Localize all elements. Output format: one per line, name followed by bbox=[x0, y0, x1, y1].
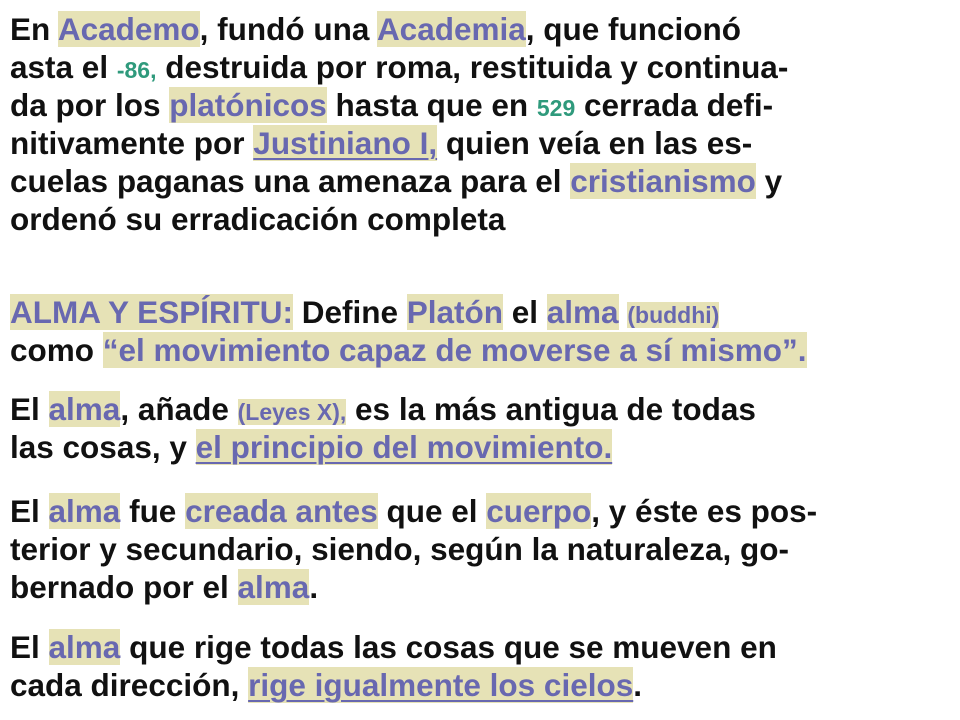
paragraph-2 bbox=[10, 293, 950, 369]
highlighted-text: creada antes bbox=[185, 493, 378, 529]
text-segment: que el bbox=[377, 493, 487, 529]
text-segment: El bbox=[10, 629, 49, 665]
highlighted-text: platónicos bbox=[169, 87, 327, 123]
highlighted-text: rige igualmente los cielos bbox=[248, 667, 634, 703]
highlighted-text: (buddhi) bbox=[627, 302, 720, 328]
highlighted-text: Academia bbox=[376, 11, 526, 47]
text-line bbox=[10, 666, 950, 704]
text-segment: , fundó una bbox=[199, 11, 377, 47]
text-segment: cerrada defi- bbox=[575, 87, 774, 123]
highlighted-text: “el movimiento capaz de moverse a sí mismo”. bbox=[102, 332, 807, 368]
text-segment: , añade bbox=[120, 391, 238, 427]
paragraph-3 bbox=[10, 390, 950, 466]
text-segment: ordenó su erradicación completa bbox=[10, 201, 506, 237]
highlighted-text: alma bbox=[48, 391, 121, 427]
text-segment: da por los bbox=[10, 87, 170, 123]
text-segment: y bbox=[755, 163, 783, 199]
text-line bbox=[10, 162, 950, 200]
text-line bbox=[10, 628, 950, 666]
text-segment: El bbox=[10, 391, 49, 427]
text-segment: es la más antigua de todas bbox=[346, 391, 756, 427]
highlighted-text: (Leyes X), bbox=[237, 399, 347, 425]
text-segment: bernado por el bbox=[10, 569, 238, 605]
highlighted-text: alma bbox=[48, 629, 121, 665]
text-segment: El bbox=[10, 493, 49, 529]
text-line bbox=[10, 293, 950, 331]
text-line bbox=[10, 124, 950, 162]
highlighted-text: alma bbox=[546, 294, 619, 330]
text-segment: cuelas paganas una amenaza para el bbox=[10, 163, 571, 199]
text-segment: quien veía en las es- bbox=[437, 125, 753, 161]
text-line bbox=[10, 390, 950, 428]
text-line bbox=[10, 428, 950, 466]
highlighted-text: Justiniano I, bbox=[253, 125, 438, 161]
paragraph-5 bbox=[10, 628, 950, 704]
text-segment: el bbox=[503, 294, 547, 330]
text-segment: . bbox=[309, 569, 319, 605]
paragraph-4 bbox=[10, 492, 950, 606]
paragraph-1 bbox=[10, 10, 950, 238]
text-segment: como bbox=[10, 332, 103, 368]
text-line bbox=[10, 568, 950, 606]
text-segment: , que funcionó bbox=[525, 11, 741, 47]
highlighted-text: alma bbox=[237, 569, 310, 605]
text-segment: terior y secundario, siendo, según la naturaleza, go- bbox=[10, 531, 789, 567]
highlighted-text: Platón bbox=[406, 294, 503, 330]
text-segment: Define bbox=[292, 294, 407, 330]
text-segment: . bbox=[633, 667, 642, 703]
highlighted-text: alma bbox=[48, 493, 121, 529]
text-segment: asta el bbox=[10, 49, 117, 85]
text-segment: que rige todas las cosas que se mueven en bbox=[120, 629, 777, 665]
text-segment: destruida por roma, restituida y continua- bbox=[156, 49, 789, 85]
text-segment: hasta que en bbox=[326, 87, 537, 123]
highlighted-text: cuerpo bbox=[486, 493, 592, 529]
text-line bbox=[10, 530, 950, 568]
text-line bbox=[10, 86, 950, 124]
text-segment: , y éste es pos- bbox=[591, 493, 818, 529]
highlighted-text: ALMA Y ESPÍRITU: bbox=[10, 294, 293, 330]
text-segment: cada dirección, bbox=[10, 667, 249, 703]
text-line bbox=[10, 48, 950, 86]
text-segment: En bbox=[10, 11, 58, 47]
number-text: 529 bbox=[536, 95, 576, 121]
text-line bbox=[10, 492, 950, 530]
text-line bbox=[10, 10, 950, 48]
text-line bbox=[10, 331, 950, 369]
highlighted-text: Academo bbox=[57, 11, 200, 47]
text-line bbox=[10, 200, 950, 238]
text-segment: fue bbox=[120, 493, 186, 529]
highlighted-text: cristianismo bbox=[570, 163, 756, 199]
highlighted-text: el principio del movimiento. bbox=[195, 429, 613, 465]
text-segment: nitivamente por bbox=[10, 125, 254, 161]
number-text: -86, bbox=[116, 57, 157, 83]
text-segment: las cosas, y bbox=[10, 429, 196, 465]
